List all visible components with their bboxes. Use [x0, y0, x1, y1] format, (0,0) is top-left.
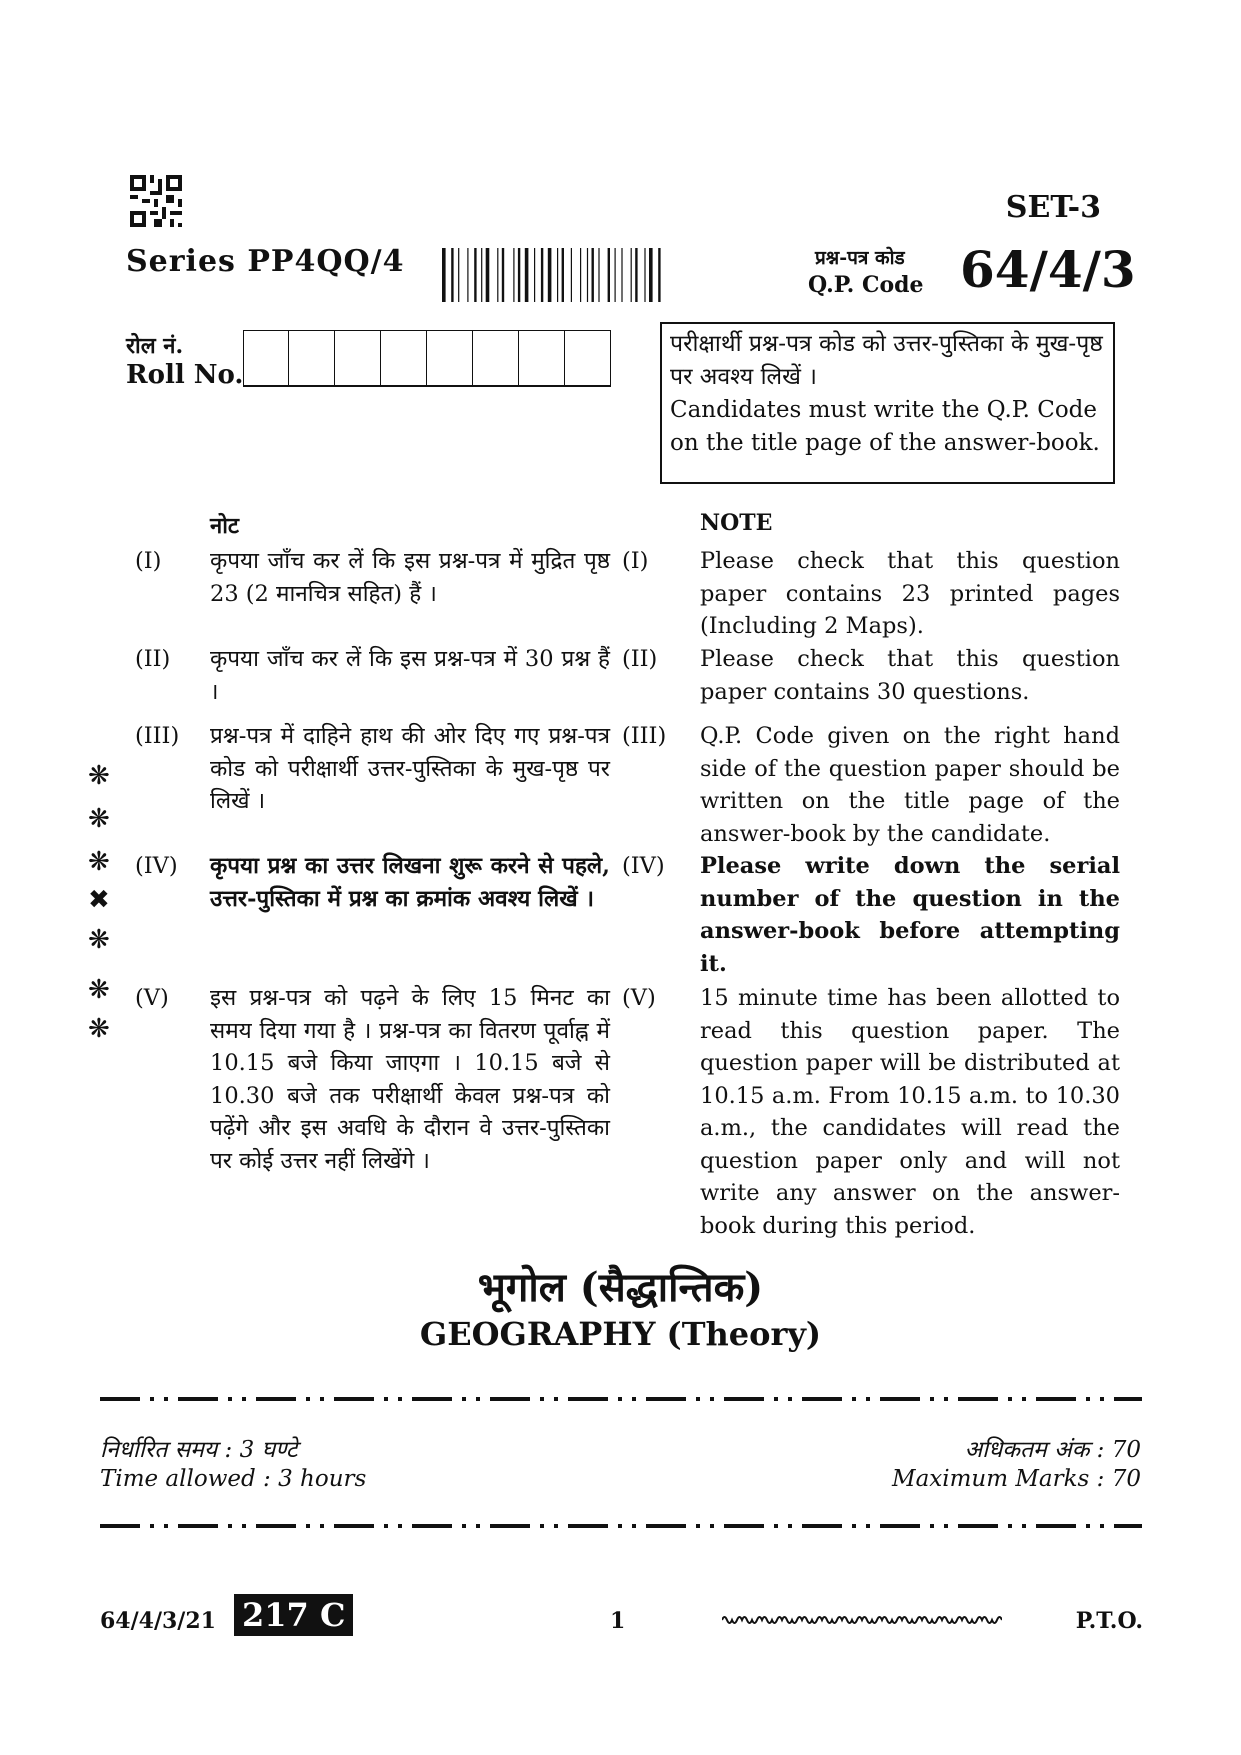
- roll-number-boxes[interactable]: [243, 330, 611, 387]
- roll-number-box[interactable]: [565, 330, 611, 386]
- note-item-hindi: कृपया जाँच कर लें कि इस प्रश्न-पत्र में 30 प्रश्न हैं ।: [210, 646, 610, 705]
- dash-dot-divider: [100, 1522, 1142, 1530]
- footer-badge: 217 C: [234, 1594, 353, 1636]
- note-item-english: Please check that this question paper contains 23 printed pages (Including 2 Maps).: [700, 548, 1120, 639]
- barcode-icon: [442, 248, 714, 302]
- note-number: (II): [135, 646, 171, 672]
- notice-english: Candidates must write the Q.P. Code on the title page of the answer-book.: [670, 397, 1100, 456]
- candidate-notice-box: [660, 322, 1115, 484]
- notice-hindi: परीक्षार्थी प्रश्न-पत्र कोड को उत्तर-पुस्तिका के मुख-पृष्ठ पर अवश्य लिखें ।: [670, 331, 1103, 390]
- set-label: SET-3: [1005, 190, 1101, 225]
- roll-number-box[interactable]: [519, 330, 565, 386]
- note-number: (I): [622, 548, 649, 574]
- maximum-marks-hindi: अधिकतम अंक : 70: [964, 1437, 1141, 1463]
- note-item-hindi: इस प्रश्न-पत्र को पढ़ने के लिए 15 मिनट का समय दिया गया है । प्रश्न-पत्र का वितरण पूर्वाह्न में 10.15 बजे किया जाएगा । 10.15 बजे से 10.30 बजे तक परीक्षार्थी केवल प्रश्न-पत्र को पढ़ेंगे और इस अवधि के दौरान वे उत्तर-पुस्तिका पर कोई उत्तर नहीं लिखेंगे ।: [210, 985, 610, 1174]
- note-item-hindi: कृपया प्रश्न का उत्तर लिखना शुरू करने से पहले, उत्तर-पुस्तिका में प्रश्न का क्रमांक अवश्य लिखें ।: [210, 853, 610, 912]
- time-allowed: Time allowed : 3 hours: [100, 1466, 367, 1492]
- asterisk-mark-icon: ❋: [88, 804, 110, 834]
- roll-label: Roll No.: [126, 360, 244, 390]
- note-heading-hindi: नोट: [210, 513, 239, 539]
- series-label: Series PP4QQ/4: [126, 244, 405, 279]
- asterisk-mark-icon: ❋: [88, 847, 110, 877]
- note-number: (IV): [622, 853, 665, 879]
- asterisk-mark-icon: ❋: [88, 761, 110, 791]
- qp-code-label-hindi: प्रश्न-पत्र कोड: [815, 247, 905, 269]
- maximum-marks: Maximum Marks : 70: [892, 1466, 1141, 1492]
- note-number: (II): [622, 646, 658, 672]
- note-number: (III): [135, 723, 180, 749]
- subject-title: GEOGRAPHY (Theory): [419, 1315, 822, 1353]
- pto-label: P.T.O.: [1075, 1608, 1143, 1634]
- roll-number-box[interactable]: [289, 330, 335, 386]
- note-item-hindi: कृपया जाँच कर लें कि इस प्रश्न-पत्र में मुद्रित पृष्ठ 23 (2 मानचित्र सहित) हैं ।: [210, 548, 610, 607]
- qp-code: 64/4/3: [960, 240, 1136, 299]
- roll-number-box[interactable]: [473, 330, 519, 386]
- qr-code-icon: [130, 175, 182, 227]
- note-number: (IV): [135, 853, 178, 879]
- wavy-line-icon: [722, 1612, 1002, 1628]
- asterisk-mark-icon: ❋: [88, 1014, 110, 1044]
- dash-dot-divider: [100, 1395, 1142, 1403]
- note-number: (III): [622, 723, 667, 749]
- page-number: 1: [610, 1608, 626, 1634]
- asterisk-mark-icon: ❋: [88, 925, 110, 955]
- roll-number-box[interactable]: [243, 330, 289, 386]
- roll-number-box[interactable]: [335, 330, 381, 386]
- note-item-hindi: प्रश्न-पत्र में दाहिने हाथ की ओर दिए गए प्रश्न-पत्र कोड को परीक्षार्थी उत्तर-पुस्तिका के मुख-पृष्ठ पर लिखें ।: [210, 723, 610, 814]
- subject-title-hindi: भूगोल (सैद्धान्तिक): [477, 1264, 764, 1311]
- note-number: (V): [622, 985, 656, 1011]
- time-allowed-hindi: निर्धारित समय : 3 घण्टे: [100, 1437, 298, 1463]
- note-item-english: Q.P. Code given on the right hand side of the question paper should be written on the title page of the answer-book by the candidate.: [700, 723, 1120, 847]
- note-item-english: Please write down the serial number of the question in the answer-book before attempting it.: [700, 853, 1120, 977]
- roll-number-box[interactable]: [427, 330, 473, 386]
- qp-code-label: Q.P. Code: [808, 272, 924, 298]
- cross-mark-icon: ✖: [88, 885, 110, 915]
- roll-label-hindi: रोल नं.: [126, 333, 184, 359]
- note-number: (I): [135, 548, 162, 574]
- note-item-english: 15 minute time has been allotted to read this question paper. The question paper will be distributed at 10.15 a.m. From 10.15 a.m. to 10.30 a.m., the candidates will read the question paper only and will not write any answer on the answer-book during this period.: [700, 985, 1120, 1239]
- note-heading-english: NOTE: [700, 510, 773, 536]
- roll-number-box[interactable]: [381, 330, 427, 386]
- footer-paper-code: 64/4/3/21: [100, 1608, 216, 1634]
- asterisk-mark-icon: ❋: [88, 975, 110, 1005]
- note-number: (V): [135, 985, 169, 1011]
- note-item-english: Please check that this question paper contains 30 questions.: [700, 646, 1120, 705]
